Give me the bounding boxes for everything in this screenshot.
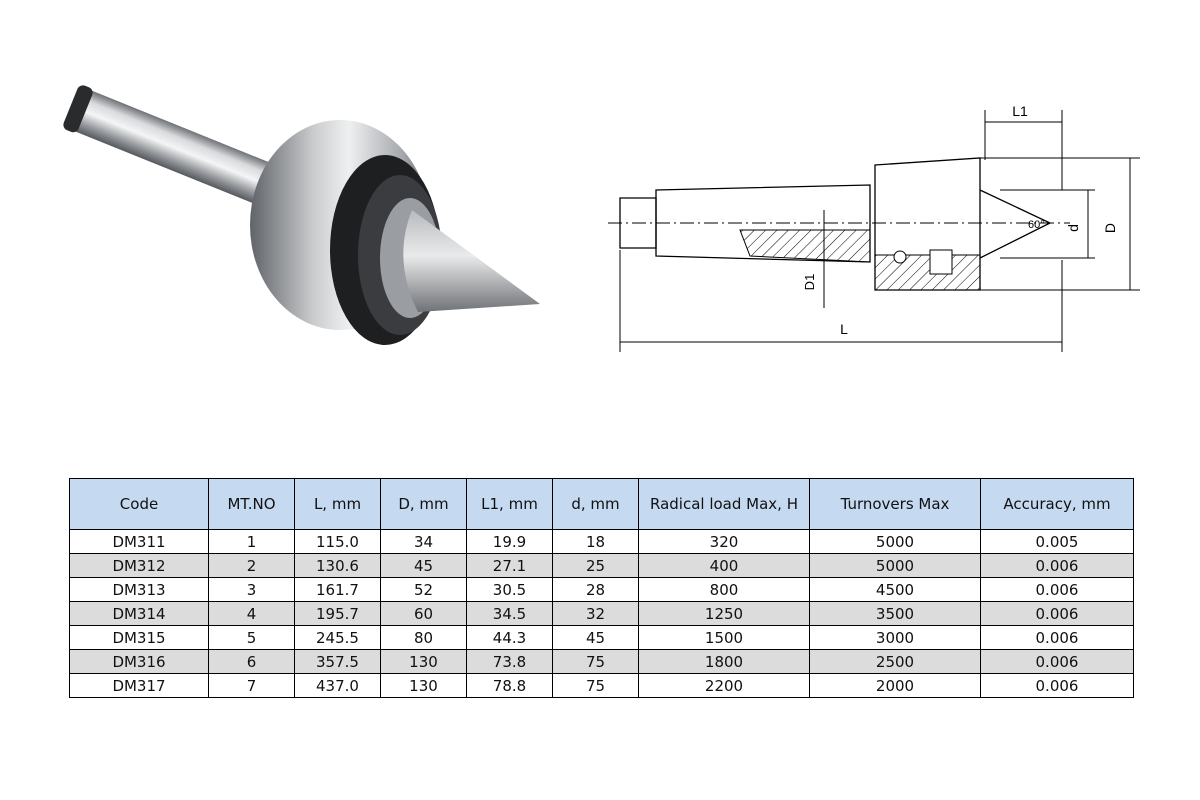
cell-code: DM315 bbox=[70, 626, 209, 650]
cell-mt-no: 6 bbox=[209, 650, 295, 674]
technical-drawing bbox=[600, 90, 1160, 370]
hatched-section bbox=[740, 230, 870, 262]
cell-l1: 27.1 bbox=[467, 554, 553, 578]
cell-l1: 78.8 bbox=[467, 674, 553, 698]
shank-taper bbox=[62, 84, 287, 212]
table-row bbox=[70, 626, 1134, 650]
cell-code: DM311 bbox=[70, 530, 209, 554]
cell-l1: 44.3 bbox=[467, 626, 553, 650]
cell-code: DM316 bbox=[70, 650, 209, 674]
cell-l1: 73.8 bbox=[467, 650, 553, 674]
cell-code: DM317 bbox=[70, 674, 209, 698]
cell-l: 161.7 bbox=[295, 578, 381, 602]
cell-mt-no: 3 bbox=[209, 578, 295, 602]
label-d-upper: D bbox=[1102, 222, 1118, 234]
cell-mt-no: 7 bbox=[209, 674, 295, 698]
cell-l: 245.5 bbox=[295, 626, 381, 650]
table-row bbox=[70, 530, 1134, 554]
center-cone bbox=[403, 210, 540, 312]
cell-radial-load: 800 bbox=[639, 578, 810, 602]
cell-d-large: 130 bbox=[381, 650, 467, 674]
cell-d-large: 45 bbox=[381, 554, 467, 578]
cell-accuracy: 0.005 bbox=[981, 530, 1134, 554]
cell-accuracy: 0.006 bbox=[981, 650, 1134, 674]
cell-code: DM312 bbox=[70, 554, 209, 578]
cell-d-small: 28 bbox=[553, 578, 639, 602]
label-l1: L1 bbox=[1012, 103, 1028, 119]
cell-d-large: 52 bbox=[381, 578, 467, 602]
cell-mt-no: 5 bbox=[209, 626, 295, 650]
l1-dimension bbox=[985, 110, 1062, 190]
cell-turnovers: 4500 bbox=[810, 578, 981, 602]
header-radial-load: Radical load Max, H bbox=[639, 479, 810, 530]
roller-bearing bbox=[930, 250, 952, 274]
live-center-photo bbox=[40, 60, 560, 380]
cell-turnovers: 5000 bbox=[810, 554, 981, 578]
header-l1: L1, mm bbox=[467, 479, 553, 530]
header-d-small: d, mm bbox=[553, 479, 639, 530]
cell-l: 130.6 bbox=[295, 554, 381, 578]
header-l: L, mm bbox=[295, 479, 381, 530]
cell-turnovers: 2500 bbox=[810, 650, 981, 674]
cell-radial-load: 2200 bbox=[639, 674, 810, 698]
cell-d-small: 45 bbox=[553, 626, 639, 650]
header-code: Code bbox=[70, 479, 209, 530]
header-mt-no: MT.NO bbox=[209, 479, 295, 530]
label-l: L bbox=[840, 321, 848, 337]
cell-accuracy: 0.006 bbox=[981, 578, 1134, 602]
cell-d-large: 80 bbox=[381, 626, 467, 650]
table-row bbox=[70, 602, 1134, 626]
cell-radial-load: 400 bbox=[639, 554, 810, 578]
cell-l: 115.0 bbox=[295, 530, 381, 554]
header-turnovers: Turnovers Max bbox=[810, 479, 981, 530]
cell-radial-load: 1250 bbox=[639, 602, 810, 626]
cell-mt-no: 4 bbox=[209, 602, 295, 626]
cell-radial-load: 1800 bbox=[639, 650, 810, 674]
cell-d-small: 75 bbox=[553, 650, 639, 674]
table-row bbox=[70, 578, 1134, 602]
cell-radial-load: 320 bbox=[639, 530, 810, 554]
cell-d-small: 32 bbox=[553, 602, 639, 626]
cell-code: DM314 bbox=[70, 602, 209, 626]
cell-d-large: 130 bbox=[381, 674, 467, 698]
cell-turnovers: 5000 bbox=[810, 530, 981, 554]
cell-d-small: 25 bbox=[553, 554, 639, 578]
cell-l1: 34.5 bbox=[467, 602, 553, 626]
spec-table bbox=[69, 478, 1134, 698]
cell-l: 357.5 bbox=[295, 650, 381, 674]
cell-accuracy: 0.006 bbox=[981, 554, 1134, 578]
cell-l1: 19.9 bbox=[467, 530, 553, 554]
header-d-large: D, mm bbox=[381, 479, 467, 530]
ball-bearing bbox=[894, 251, 906, 263]
header-accuracy: Accuracy, mm bbox=[981, 479, 1134, 530]
cell-code: DM313 bbox=[70, 578, 209, 602]
cell-d-large: 34 bbox=[381, 530, 467, 554]
cell-d-small: 75 bbox=[553, 674, 639, 698]
cell-accuracy: 0.006 bbox=[981, 602, 1134, 626]
label-d-lower: d bbox=[1065, 224, 1081, 232]
cell-accuracy: 0.006 bbox=[981, 626, 1134, 650]
cell-mt-no: 2 bbox=[209, 554, 295, 578]
table-header-row bbox=[70, 479, 1134, 530]
cell-mt-no: 1 bbox=[209, 530, 295, 554]
cell-turnovers: 3500 bbox=[810, 602, 981, 626]
cell-d-small: 18 bbox=[553, 530, 639, 554]
cell-accuracy: 0.006 bbox=[981, 674, 1134, 698]
table-row bbox=[70, 674, 1134, 698]
cell-l: 195.7 bbox=[295, 602, 381, 626]
cell-d-large: 60 bbox=[381, 602, 467, 626]
cell-turnovers: 3000 bbox=[810, 626, 981, 650]
cell-l: 437.0 bbox=[295, 674, 381, 698]
cell-radial-load: 1500 bbox=[639, 626, 810, 650]
table-row bbox=[70, 554, 1134, 578]
table-row bbox=[70, 650, 1134, 674]
cell-turnovers: 2000 bbox=[810, 674, 981, 698]
label-d1: D1 bbox=[802, 273, 817, 291]
housing-section bbox=[875, 255, 980, 290]
label-angle: 60° bbox=[1028, 219, 1045, 231]
cell-l1: 30.5 bbox=[467, 578, 553, 602]
